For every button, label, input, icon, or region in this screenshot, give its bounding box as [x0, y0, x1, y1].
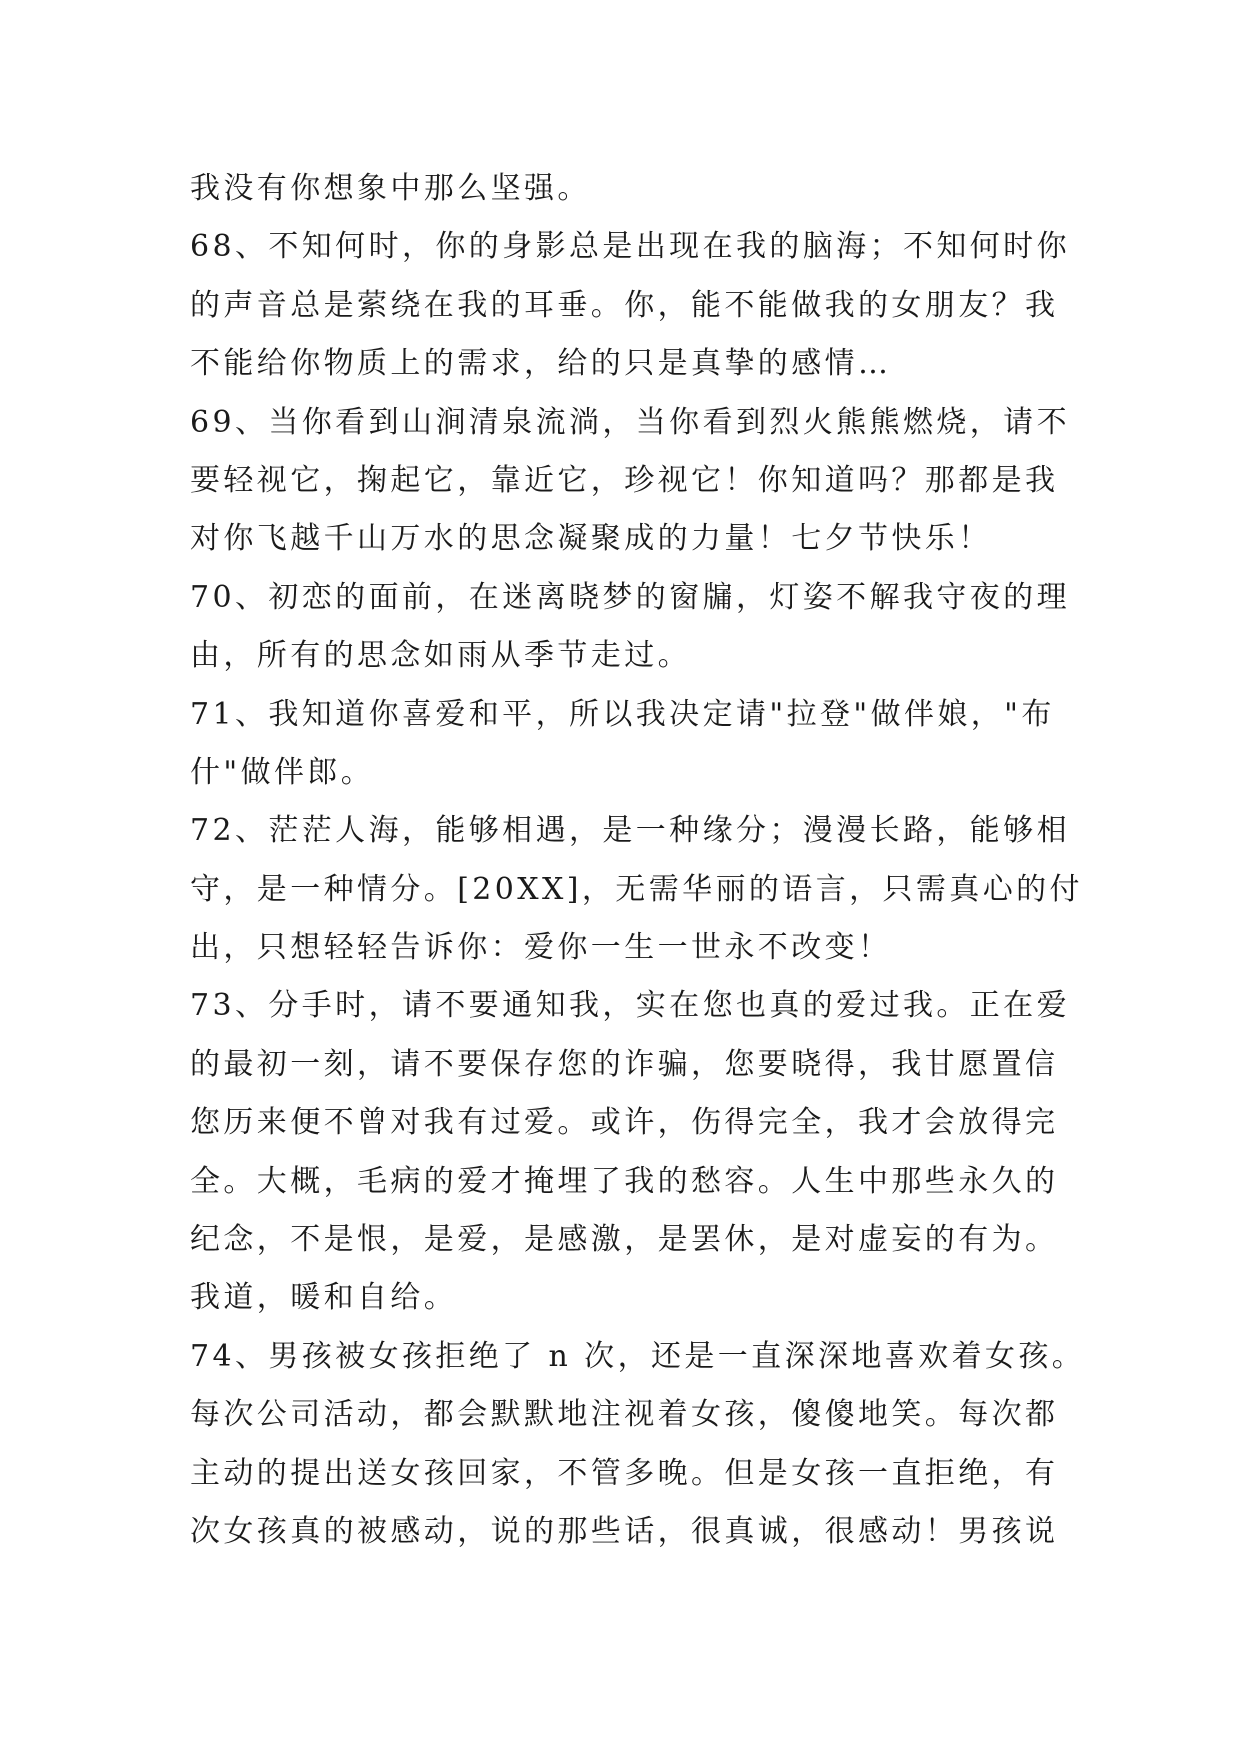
text-line: 74、男孩被女孩拒绝了 n 次，还是一直深深地喜欢着女孩。 [190, 1338, 1086, 1374]
text-line: 71、我知道你喜爱和平，所以我决定请"拉登"做伴娘，"布 [190, 696, 1055, 732]
body-text [190, 160, 1086, 1561]
text-line: 73、分手时，请不要通知我，实在您也真的爱过我。正在爱 [190, 988, 1070, 1024]
text-line: 72、茫茫人海，能够相遇，是一种缘分；漫漫长路，能够相 [190, 813, 1070, 849]
text-line: 要轻视它，掬起它，靠近它，珍视它！你知道吗？那都是我 [190, 462, 1059, 498]
text-line: 出，只想轻轻告诉你：爱你一生一世永不改变！ [190, 930, 892, 966]
text-line: 69、当你看到山涧清泉流淌，当你看到烈火熊熊燃烧，请不 [190, 404, 1070, 440]
text-line: 的最初一刻，请不要保存您的诈骗，您要晓得，我甘愿置信 [190, 1046, 1059, 1082]
text-line: 对你飞越千山万水的思念凝聚成的力量！七夕节快乐！ [190, 521, 992, 557]
text-line: 的声音总是萦绕在我的耳垂。你，能不能做我的女朋友？我 [190, 287, 1059, 323]
text-line: 每次公司活动，都会默默地注视着女孩，傻傻地笑。每次都 [190, 1397, 1059, 1433]
text-line: 70、初恋的面前，在迷离晓梦的窗牖，灯姿不解我守夜的理 [190, 579, 1070, 615]
text-line: 68、不知何时，你的身影总是出现在我的脑海；不知何时你 [190, 229, 1070, 265]
text-line: 您历来便不曾对我有过爱。或许，伤得完全，我才会放得完 [190, 1105, 1059, 1141]
text-line: 次女孩真的被感动，说的那些话，很真诚，很感动！男孩说 [190, 1513, 1059, 1549]
text-line: 什"做伴郎。 [190, 754, 375, 790]
text-line: 不能给你物质上的需求，给的只是真挚的感情… [190, 346, 892, 382]
text-line: 纪念，不是恨，是爱，是感激，是罢休，是对虚妄的有为。 [190, 1222, 1059, 1258]
text-line: 由，所有的思念如雨从季节走过。 [190, 638, 691, 674]
text-line: 守，是一种情分。[20XX]，无需华丽的语言，只需真心的付 [190, 871, 1083, 907]
text-line: 我没有你想象中那么坚强。 [190, 171, 591, 206]
text-line: 全。大概，毛病的爱才掩埋了我的愁容。人生中那些永久的 [190, 1163, 1059, 1199]
text-line: 主动的提出送女孩回家，不管多晚。但是女孩一直拒绝，有 [190, 1455, 1059, 1491]
text-line: 我道，暖和自给。 [190, 1280, 458, 1316]
